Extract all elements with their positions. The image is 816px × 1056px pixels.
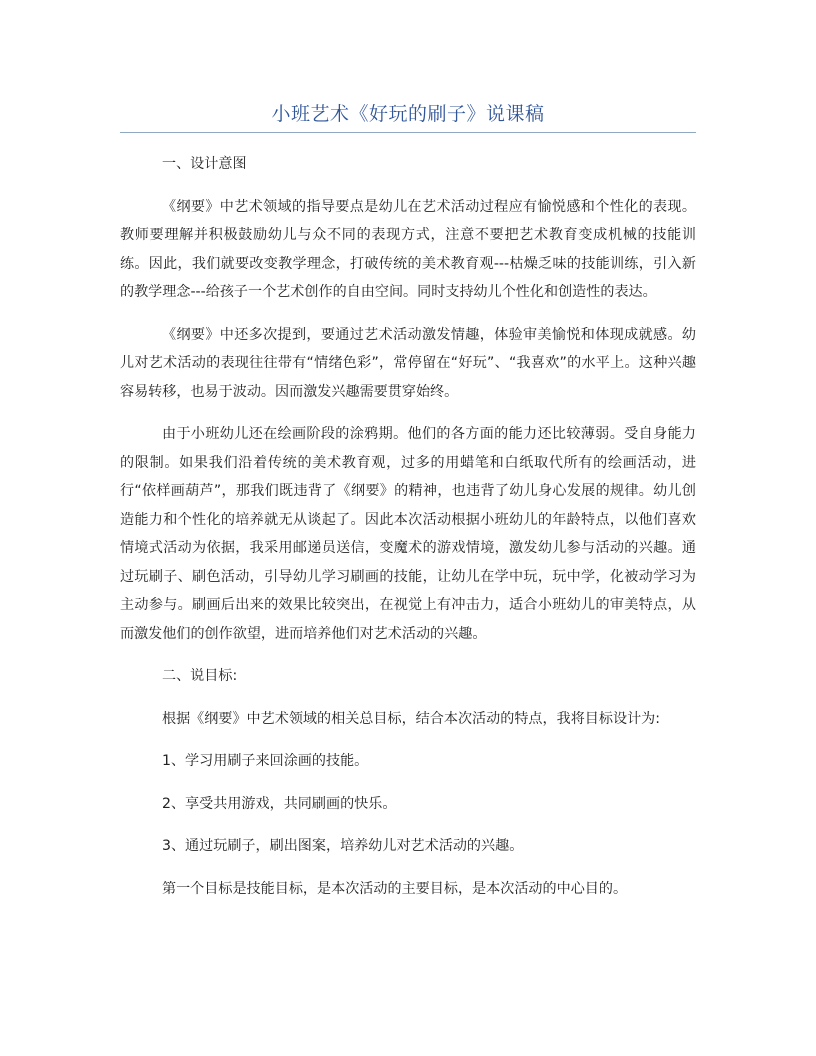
goal-item-3: 3、通过玩刷子，刷出图案，培养幼儿对艺术活动的兴趣。 [162, 838, 524, 854]
document-body [120, 150, 696, 917]
title-underline [120, 132, 696, 133]
paragraph-1: 《纲要》中艺术领域的指导要点是幼儿在艺术活动过程应有愉悦感和个性化的表现。教师要理解并积极鼓励幼儿与众不同的表现方式，注意不要把艺术教育变成机械的技能训练。因此，我们就要改变教学理念，打破传统的美术教育观---枯燥乏味的技能训练，引入新的教学理念---给孩子一个艺术创作的自由空间。同时支持幼儿个性化和创造性的表达。 [120, 198, 696, 300]
closing-paragraph: 第一个目标是技能目标，是本次活动的主要目标，是本次活动的中心目的。 [162, 880, 628, 897]
goal-item-1: 1、学习用刷子来回涂画的技能。 [162, 753, 369, 769]
section-heading-design-intent: 一、设计意图 [162, 156, 247, 172]
section-heading-goals: 二、说目标: [162, 668, 238, 684]
goals-intro: 根据《纲要》中艺术领域的相关总目标，结合本次活动的特点，我将目标设计为: [162, 710, 661, 727]
paragraph-2: 《纲要》中还多次提到，要通过艺术活动激发情趣，体验审美愉悦和体现成就感。幼儿对艺术活动的表现往往带有“情绪色彩”，常停留在“好玩”、“我喜欢”的水平上。这种兴趣容易转移，也易于波动。因而激发兴趣需要贯穿始终。 [120, 326, 696, 400]
document-title: 小班艺术《好玩的刷子》说课稿 [271, 103, 545, 125]
goal-item-2: 2、享受共用游戏，共同刷画的快乐。 [162, 795, 397, 812]
paragraph-3: 由于小班幼儿还在绘画阶段的涂鸦期。他们的各方面的能力还比较薄弱。受自身能力的限制。如果我们沿着传统的美术教育观，过多的用蜡笔和白纸取代所有的绘画活动，进行“依样画葫芦”，那我们既违背了《纲要》的精神，也违背了幼儿身心发展的规律。幼儿创造能力和个性化的培养就无从谈起了。因此本次活动根据小班幼儿的年龄特点，以他们喜欢情境式活动为依据，我采用邮递员送信，变魔术的游戏情境，激发幼儿参与活动的兴趣。通过玩刷子、刷色活动，引导幼儿学习刷画的技能，让幼儿在学中玩，玩中学，化被动学习为主动参与。刷画后出来的效果比较突出，在视觉上有冲击力，适合小班幼儿的审美特点，从而激发他们的创作欲望，进而培养他们对艺术活动的兴趣。 [120, 426, 696, 642]
